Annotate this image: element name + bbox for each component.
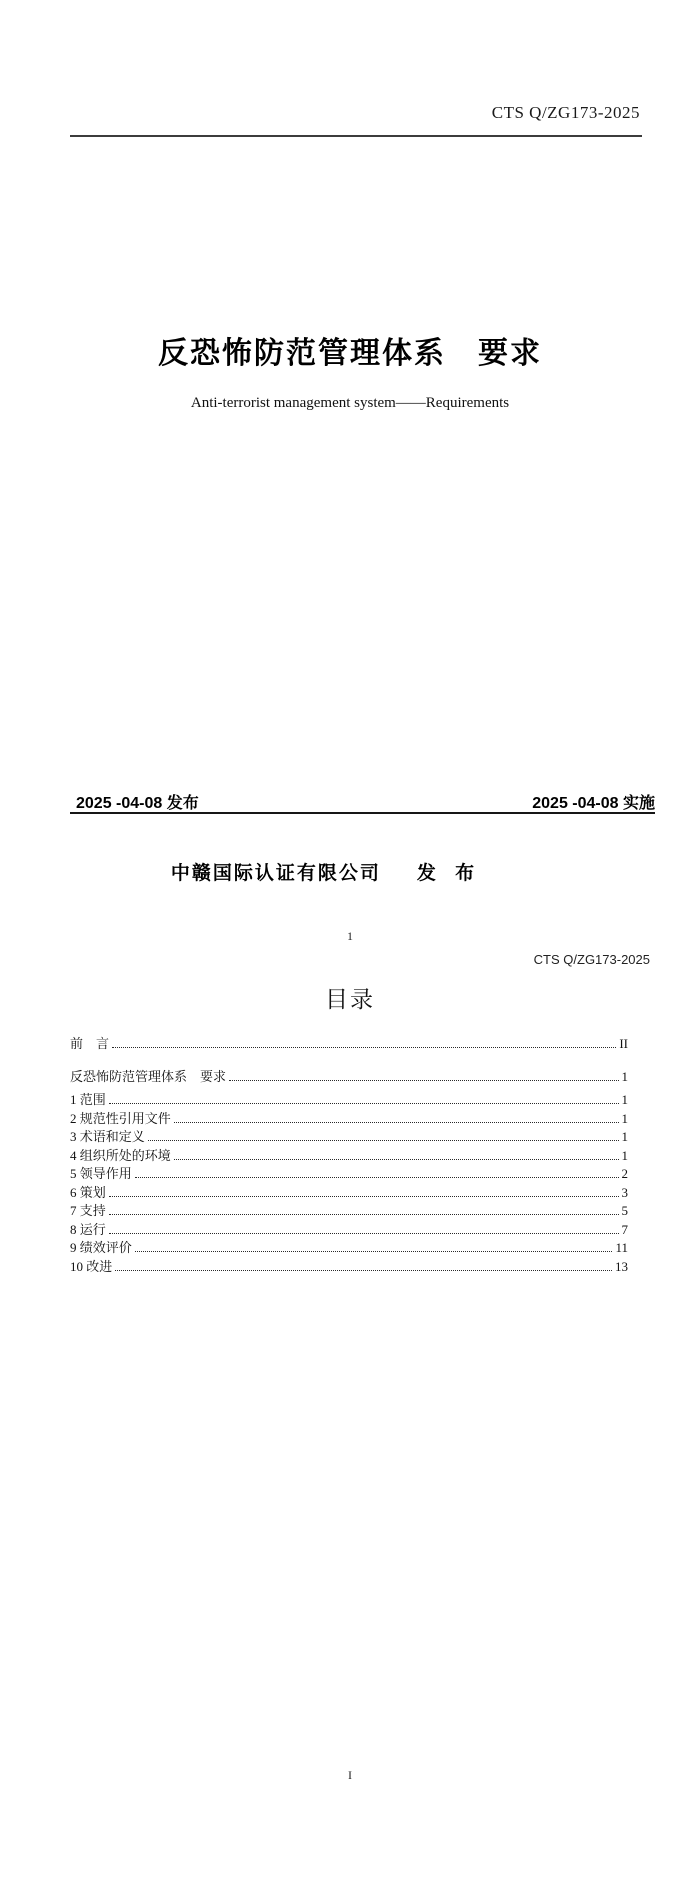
- publisher-row: [0, 858, 652, 885]
- implement-date: 2025 -04-08 实施: [532, 795, 655, 812]
- toc-entry-label: 1 范围: [70, 1092, 106, 1107]
- toc-leader-dots: [229, 1080, 618, 1081]
- header-divider-rule: [70, 135, 642, 137]
- toc-entry-page: II: [619, 1036, 628, 1051]
- toc-entry-label: 2 规范性引用文件: [70, 1110, 171, 1126]
- toc-entry-performance-evaluation[interactable]: [70, 1237, 628, 1256]
- toc-leader-dots: [112, 1047, 616, 1048]
- cover-page-number: 1: [347, 929, 353, 943]
- toc-leader-dots: [135, 1177, 619, 1178]
- date-divider-rule: [70, 812, 655, 814]
- toc-entry-label: 9 绩效评价: [70, 1240, 132, 1255]
- toc-leader-dots: [109, 1233, 619, 1234]
- toc-entry-page: 1: [621, 1110, 628, 1126]
- toc-entry-label: 8 运行: [70, 1221, 106, 1237]
- standard-code-header: CTS Q/ZG173-2025: [491, 103, 640, 122]
- toc-entry-improvement[interactable]: [70, 1256, 628, 1275]
- toc-leader-dots: [115, 1270, 612, 1271]
- toc-entry-label: 5 领导作用: [70, 1166, 132, 1181]
- toc-entry-normative-references[interactable]: [70, 1108, 628, 1127]
- toc-entry-label: 10 改进: [70, 1258, 113, 1274]
- toc-leader-dots: [109, 1103, 619, 1104]
- toc-entry-page: 11: [615, 1240, 628, 1255]
- toc-leader-dots: [148, 1140, 619, 1141]
- date-row: [76, 790, 655, 813]
- toc-entry-label: 6 策划: [70, 1184, 106, 1200]
- toc-entry-page: 7: [621, 1221, 628, 1237]
- toc-entry-terms-definitions[interactable]: [70, 1126, 628, 1145]
- toc-entry-page: 1: [621, 1068, 628, 1084]
- toc-leader-dots: [174, 1122, 619, 1123]
- toc-entry-page: 2: [621, 1166, 628, 1181]
- toc-entry-label: 7 支持: [70, 1203, 106, 1218]
- toc-entry-support[interactable]: [70, 1200, 628, 1219]
- toc-entry-page: 1: [621, 1129, 628, 1144]
- publish-label: 发 布: [416, 863, 482, 884]
- toc-leader-dots: [135, 1251, 613, 1252]
- toc-entry-leadership[interactable]: [70, 1163, 628, 1182]
- document-title-english: Anti-terrorist management system——Requirements: [190, 395, 510, 411]
- toc-page-number: I: [348, 1768, 352, 1782]
- toc-entry-scope[interactable]: [70, 1089, 628, 1108]
- toc-entry-page: 1: [621, 1092, 628, 1107]
- toc-entry-title[interactable]: [70, 1066, 628, 1085]
- toc-entry-label: 3 术语和定义: [70, 1129, 145, 1144]
- toc-title: 目录: [325, 986, 375, 1012]
- toc-leader-dots: [109, 1214, 619, 1215]
- toc-entry-operation[interactable]: [70, 1219, 628, 1238]
- document-title-chinese: 反恐怖防范管理体系 要求: [158, 337, 542, 370]
- toc-standard-code-header: CTS Q/ZG173-2025: [533, 952, 650, 967]
- toc-leader-dots: [174, 1159, 619, 1160]
- toc-list: [70, 1033, 628, 1274]
- toc-entry-page: 13: [615, 1258, 628, 1274]
- toc-entry-page: 5: [621, 1203, 628, 1218]
- toc-entry-label: 4 组织所处的环境: [70, 1147, 171, 1163]
- toc-entry-page: 3: [621, 1184, 628, 1200]
- toc-entry-context-of-organization[interactable]: [70, 1145, 628, 1164]
- toc-leader-dots: [109, 1196, 619, 1197]
- toc-entry-page: 1: [621, 1147, 628, 1163]
- toc-entry-label: 前 言: [70, 1036, 110, 1051]
- toc-entry-label: 反恐怖防范管理体系 要求: [70, 1068, 227, 1084]
- publisher-name: 中赣国际认证有限公司: [170, 863, 381, 884]
- issue-date: 2025 -04-08 发布: [76, 795, 199, 812]
- toc-entry-foreword[interactable]: [70, 1033, 628, 1052]
- toc-entry-planning[interactable]: [70, 1182, 628, 1201]
